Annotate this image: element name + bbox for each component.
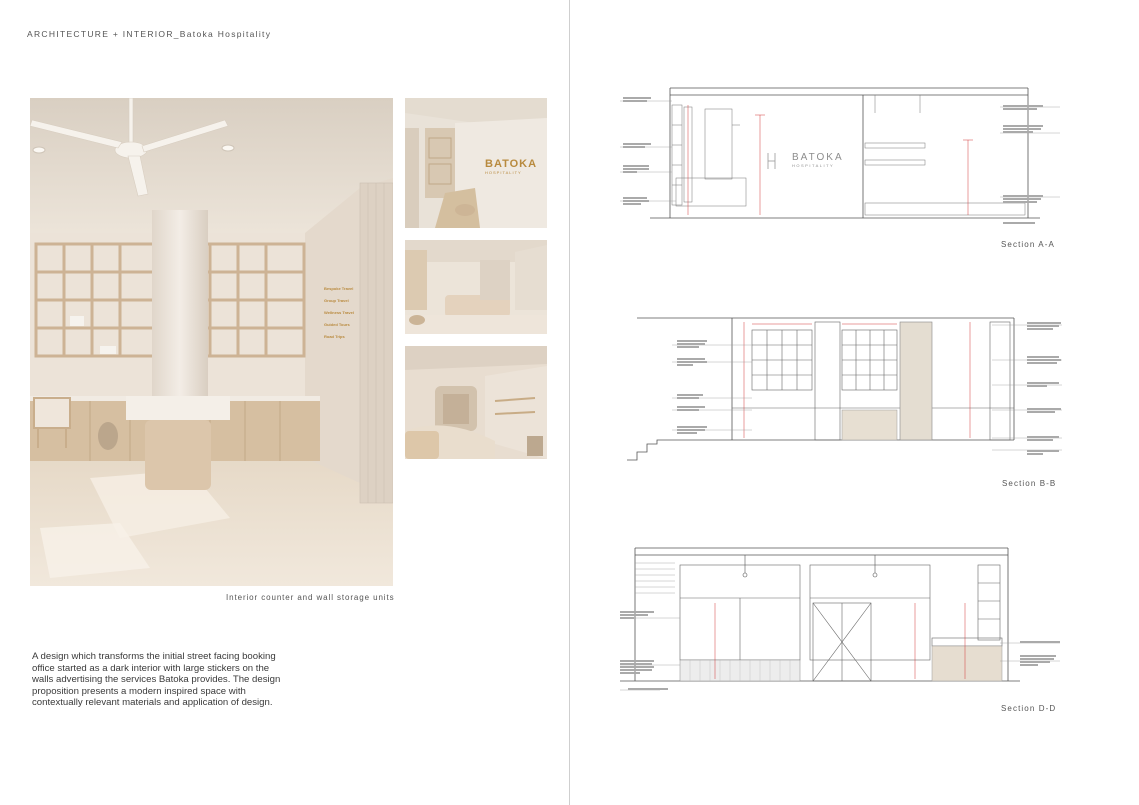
section-d-label: Section D-D	[1001, 704, 1057, 713]
wall-shelf-labels	[324, 283, 354, 343]
shelf-label: Road Trips	[324, 334, 345, 339]
project-description: A design which transforms the initial street facing booking office started as a dark interior with large stickers on the walls advertising the services Batoka provides. The design proposition presents a modern inspired space with contextually relevant materials and application of design.	[32, 651, 281, 709]
section-a-logo-sub: HOSPITALITY	[792, 163, 835, 168]
thumbnail-render-reception	[405, 240, 547, 334]
shelf-label: Bespoke Travel	[324, 286, 354, 291]
shelf-label: Guided Tours	[324, 322, 350, 327]
shelf-label: Wellness Travel	[324, 310, 354, 315]
shelf-label: Group Travel	[324, 298, 349, 303]
section-b-label: Section B-B	[1002, 479, 1057, 488]
section-b-drawing	[622, 310, 1062, 465]
section-a-label: Section A-A	[1001, 240, 1055, 249]
page-header: ARCHITECTURE + INTERIOR_Batoka Hospitality	[27, 29, 272, 39]
thumbnail-render-signage	[405, 98, 547, 228]
brand-sign-sub: HOSPITALITY	[485, 170, 522, 175]
section-d-drawing	[620, 543, 1060, 698]
main-render-caption: Interior counter and wall storage units	[226, 593, 395, 602]
thumbnail-brand-sign	[485, 158, 537, 175]
thumbnail-render-corridor	[405, 346, 547, 459]
brand-sign-text: BATOKA	[485, 158, 538, 170]
page-spine	[569, 0, 570, 805]
section-a-logo	[792, 152, 844, 168]
section-a-logo-text: BATOKA	[792, 152, 844, 163]
main-interior-render	[30, 98, 393, 586]
section-a-drawing	[620, 85, 1060, 230]
